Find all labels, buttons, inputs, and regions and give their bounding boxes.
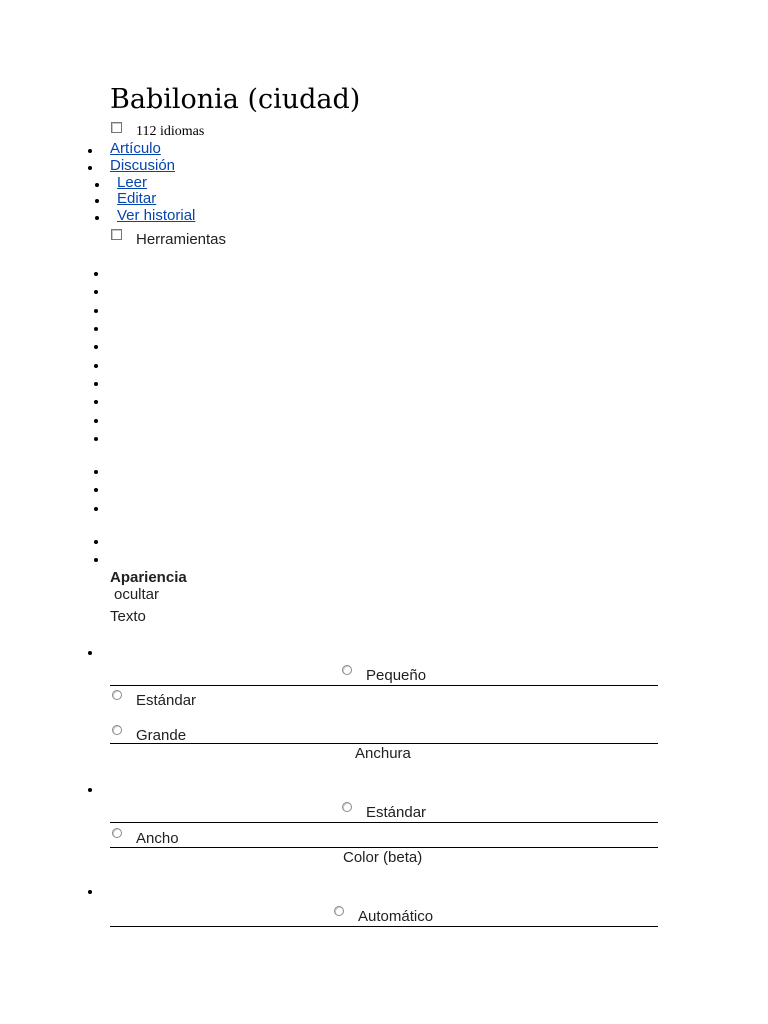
width-label: Anchura [355,745,411,762]
tools-list-item[interactable] [94,327,98,331]
tools-list-item[interactable] [94,507,98,511]
width-wide-radio[interactable] [112,828,122,838]
bullet [95,199,99,203]
tools-checkbox[interactable] [111,229,122,240]
tools-list-item[interactable] [94,400,98,404]
page-title: Babilonia (ciudad) [110,84,361,115]
tab-history[interactable]: Ver historial [117,207,196,224]
bullet [88,651,92,655]
color-automatic-radio[interactable] [334,906,344,916]
divider [110,743,658,744]
tab-read[interactable]: Leer [117,174,148,191]
text-size-small-radio[interactable] [342,665,352,675]
width-standard-radio[interactable] [342,802,352,812]
tools-list-item[interactable] [94,382,98,386]
divider [110,685,658,686]
tools-list-item[interactable] [94,290,98,294]
color-label: Color (beta) [343,849,423,866]
text-size-label: Texto [110,608,146,625]
tools-list-item[interactable] [94,419,98,423]
tab-discussion[interactable]: Discusión [110,157,176,174]
width-standard-label[interactable]: Estándar [366,804,427,821]
tab-edit[interactable]: Editar [117,190,157,207]
tools-list-item[interactable] [94,488,98,492]
tools-label[interactable]: Herramientas [136,231,227,248]
width-wide-label[interactable]: Ancho [136,830,179,847]
languages-label[interactable]: 112 idiomas [136,124,205,139]
bullet [88,149,92,153]
bullet [95,216,99,220]
color-automatic-label[interactable]: Automático [358,908,434,925]
text-size-small-label[interactable]: Pequeño [366,667,427,684]
tools-list-item[interactable] [94,272,98,276]
tools-list-item[interactable] [94,558,98,562]
tools-list-item[interactable] [94,540,98,544]
text-size-standard-radio[interactable] [112,690,122,700]
text-size-standard-label[interactable]: Estándar [136,692,197,709]
tab-article[interactable]: Artículo [110,140,161,157]
tools-list-item[interactable] [94,437,98,441]
divider [110,847,658,848]
bullet [88,166,92,170]
languages-checkbox[interactable] [111,122,122,133]
text-size-large-label[interactable]: Grande [136,727,187,744]
bullet [88,890,92,894]
appearance-heading: Apariencia [110,569,187,586]
divider [110,926,658,927]
bullet [88,788,92,792]
tools-list-item[interactable] [94,309,98,313]
bullet [95,183,99,187]
tools-list-item[interactable] [94,470,98,474]
tools-list-item[interactable] [94,345,98,349]
text-size-large-radio[interactable] [112,725,122,735]
tools-list-item[interactable] [94,364,98,368]
hide-appearance-button[interactable]: ocultar [114,586,160,603]
divider [110,822,658,823]
